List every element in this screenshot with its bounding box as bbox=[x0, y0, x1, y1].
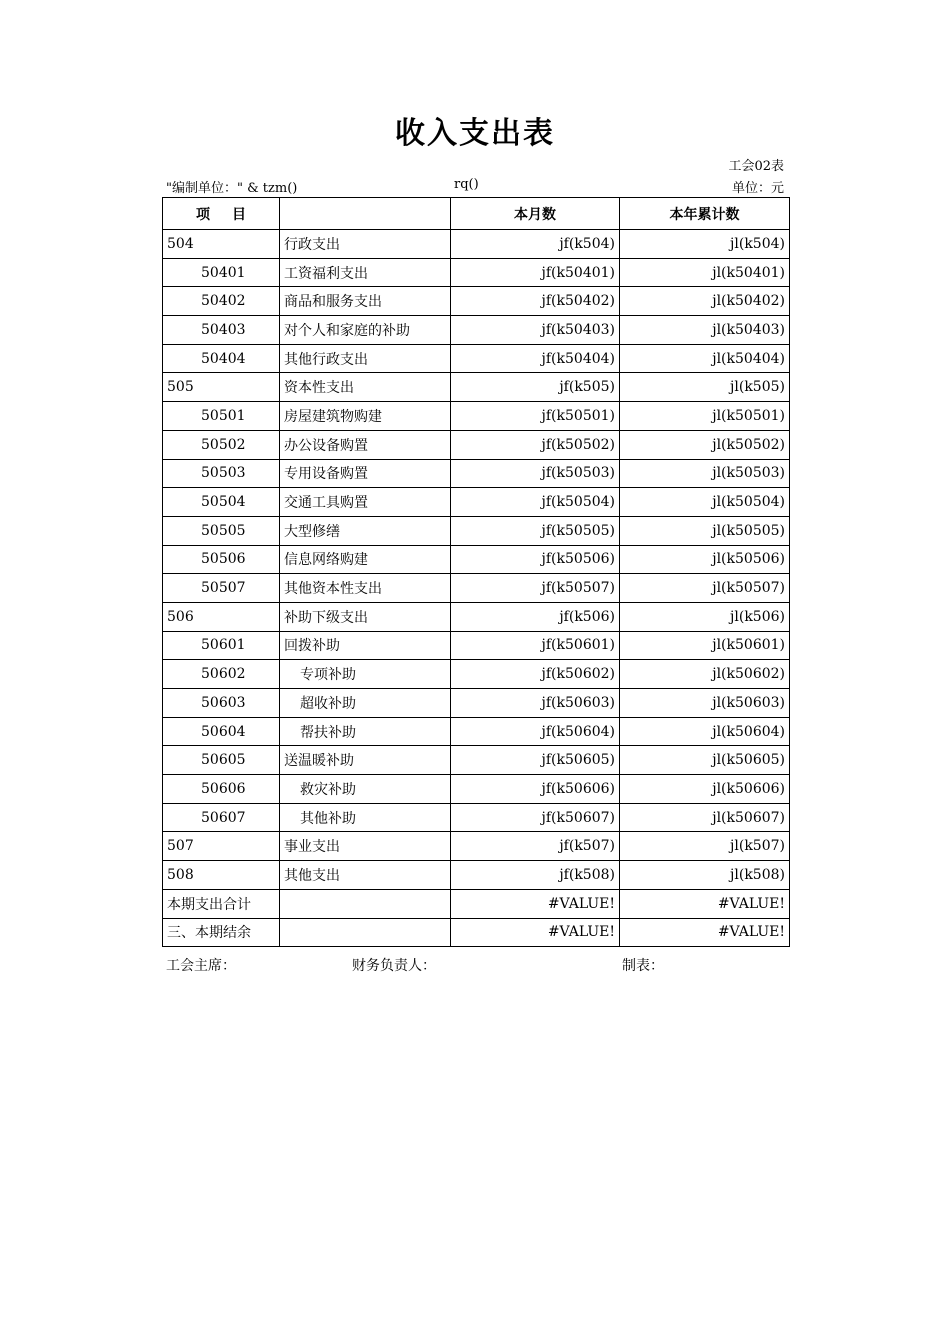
table-row bbox=[163, 689, 790, 718]
table-row bbox=[163, 488, 790, 517]
table-row bbox=[163, 287, 790, 316]
table-row bbox=[163, 258, 790, 287]
row-ytd-value: jl(k50505) bbox=[620, 516, 790, 545]
row-ytd-value: jl(k504) bbox=[620, 230, 790, 259]
row-code: 50401 bbox=[163, 258, 280, 287]
row-name: 回拨补助 bbox=[280, 631, 451, 660]
row-code: 50603 bbox=[163, 689, 280, 718]
row-name: 资本性支出 bbox=[280, 373, 451, 402]
row-ytd-value: #VALUE! bbox=[620, 918, 790, 947]
row-month-value: jf(k50403) bbox=[451, 316, 620, 345]
table-row bbox=[163, 918, 790, 947]
row-month-value: jf(k50404) bbox=[451, 344, 620, 373]
row-name: 其他补助 bbox=[280, 803, 451, 832]
row-code: 50402 bbox=[163, 287, 280, 316]
row-name: 超收补助 bbox=[280, 689, 451, 718]
header-name bbox=[280, 198, 451, 230]
row-code: 50404 bbox=[163, 344, 280, 373]
row-ytd-value: jl(k50506) bbox=[620, 545, 790, 574]
row-ytd-value: jl(k50602) bbox=[620, 660, 790, 689]
row-month-value: jf(k50507) bbox=[451, 574, 620, 603]
row-ytd-value: jl(k50404) bbox=[620, 344, 790, 373]
table-row bbox=[163, 516, 790, 545]
table-row bbox=[163, 775, 790, 804]
table-row bbox=[163, 717, 790, 746]
compiling-unit-label: "编制单位：" & tzm() bbox=[166, 181, 298, 196]
row-ytd-value: jl(k506) bbox=[620, 602, 790, 631]
row-name: 专项补助 bbox=[280, 660, 451, 689]
footer-finance: 财务负责人： bbox=[352, 958, 436, 974]
row-name: 工资福利支出 bbox=[280, 258, 451, 287]
row-ytd-value: jl(k50402) bbox=[620, 287, 790, 316]
row-code: 50607 bbox=[163, 803, 280, 832]
table-row bbox=[163, 803, 790, 832]
row-name: 救灾补助 bbox=[280, 775, 451, 804]
row-month-value: jf(k50607) bbox=[451, 803, 620, 832]
row-ytd-value: jl(k50607) bbox=[620, 803, 790, 832]
row-month-value: jf(k50604) bbox=[451, 717, 620, 746]
row-ytd-value: #VALUE! bbox=[620, 889, 790, 918]
table-row bbox=[163, 344, 790, 373]
table-row bbox=[163, 574, 790, 603]
row-name: 送温暖补助 bbox=[280, 746, 451, 775]
header-month: 本月数 bbox=[451, 198, 620, 230]
row-code: 50505 bbox=[163, 516, 280, 545]
row-name: 办公设备购置 bbox=[280, 430, 451, 459]
header-ytd: 本年累计数 bbox=[620, 198, 790, 230]
report-date: rq() bbox=[454, 177, 479, 192]
row-month-value: jf(k50402) bbox=[451, 287, 620, 316]
row-name: 信息网络购建 bbox=[280, 545, 451, 574]
table-row bbox=[163, 861, 790, 890]
row-month-value: jf(k50605) bbox=[451, 746, 620, 775]
row-code: 50605 bbox=[163, 746, 280, 775]
footer-prepared-by: 制表： bbox=[622, 958, 664, 974]
table-row bbox=[163, 889, 790, 918]
row-month-value: #VALUE! bbox=[451, 918, 620, 947]
row-name: 房屋建筑物购建 bbox=[280, 402, 451, 431]
row-code: 508 bbox=[163, 861, 280, 890]
row-name: 帮扶补助 bbox=[280, 717, 451, 746]
table-row bbox=[163, 602, 790, 631]
row-code: 本期支出合计 bbox=[163, 889, 280, 918]
row-ytd-value: jl(k50601) bbox=[620, 631, 790, 660]
row-month-value: jf(k50505) bbox=[451, 516, 620, 545]
table-row bbox=[163, 402, 790, 431]
row-code: 50504 bbox=[163, 488, 280, 517]
row-name bbox=[280, 889, 451, 918]
row-month-value: jf(k507) bbox=[451, 832, 620, 861]
row-month-value: jf(k50502) bbox=[451, 430, 620, 459]
income-expense-table bbox=[162, 197, 790, 947]
row-ytd-value: jl(k507) bbox=[620, 832, 790, 861]
table-row bbox=[163, 660, 790, 689]
row-ytd-value: jl(k50604) bbox=[620, 717, 790, 746]
row-name: 行政支出 bbox=[280, 230, 451, 259]
row-code: 50403 bbox=[163, 316, 280, 345]
row-code: 506 bbox=[163, 602, 280, 631]
row-name: 事业支出 bbox=[280, 832, 451, 861]
row-code: 50502 bbox=[163, 430, 280, 459]
row-name: 其他行政支出 bbox=[280, 344, 451, 373]
footer-chair: 工会主席： bbox=[166, 958, 236, 974]
row-ytd-value: jl(k50605) bbox=[620, 746, 790, 775]
table-row bbox=[163, 631, 790, 660]
row-name: 补助下级支出 bbox=[280, 602, 451, 631]
row-ytd-value: jl(k50501) bbox=[620, 402, 790, 431]
table-row bbox=[163, 545, 790, 574]
row-ytd-value: jl(k50606) bbox=[620, 775, 790, 804]
row-month-value: jf(k505) bbox=[451, 373, 620, 402]
row-name: 其他资本性支出 bbox=[280, 574, 451, 603]
row-ytd-value: jl(k505) bbox=[620, 373, 790, 402]
row-month-value: jf(k50506) bbox=[451, 545, 620, 574]
header-item: 项目 bbox=[163, 198, 280, 230]
row-month-value: jf(k50606) bbox=[451, 775, 620, 804]
row-ytd-value: jl(k508) bbox=[620, 861, 790, 890]
row-code: 50503 bbox=[163, 459, 280, 488]
table-row bbox=[163, 459, 790, 488]
row-name: 大型修缮 bbox=[280, 516, 451, 545]
currency-unit: 单位：元 bbox=[731, 181, 784, 196]
table-row bbox=[163, 373, 790, 402]
row-ytd-value: jl(k50507) bbox=[620, 574, 790, 603]
row-name: 对个人和家庭的补助 bbox=[280, 316, 451, 345]
row-code: 507 bbox=[163, 832, 280, 861]
row-name: 商品和服务支出 bbox=[280, 287, 451, 316]
row-name bbox=[280, 918, 451, 947]
row-month-value: jf(k504) bbox=[451, 230, 620, 259]
form-code: 工会02表 bbox=[728, 159, 784, 174]
row-name: 其他支出 bbox=[280, 861, 451, 890]
table-row bbox=[163, 430, 790, 459]
row-month-value: jf(k50503) bbox=[451, 459, 620, 488]
row-ytd-value: jl(k50504) bbox=[620, 488, 790, 517]
row-ytd-value: jl(k50403) bbox=[620, 316, 790, 345]
row-ytd-value: jl(k50401) bbox=[620, 258, 790, 287]
row-code: 50604 bbox=[163, 717, 280, 746]
row-code: 50602 bbox=[163, 660, 280, 689]
report-title: 收入支出表 bbox=[395, 116, 555, 151]
row-month-value: jf(k50401) bbox=[451, 258, 620, 287]
row-month-value: jf(k50501) bbox=[451, 402, 620, 431]
row-code: 50501 bbox=[163, 402, 280, 431]
row-month-value: jf(k506) bbox=[451, 602, 620, 631]
row-month-value: #VALUE! bbox=[451, 889, 620, 918]
row-name: 专用设备购置 bbox=[280, 459, 451, 488]
table-row bbox=[163, 316, 790, 345]
row-ytd-value: jl(k50502) bbox=[620, 430, 790, 459]
row-month-value: jf(k50601) bbox=[451, 631, 620, 660]
row-month-value: jf(k50603) bbox=[451, 689, 620, 718]
table-header-row bbox=[163, 198, 790, 230]
row-month-value: jf(k508) bbox=[451, 861, 620, 890]
row-ytd-value: jl(k50603) bbox=[620, 689, 790, 718]
row-code: 50601 bbox=[163, 631, 280, 660]
row-month-value: jf(k50504) bbox=[451, 488, 620, 517]
table-row bbox=[163, 746, 790, 775]
row-code: 505 bbox=[163, 373, 280, 402]
row-code: 50506 bbox=[163, 545, 280, 574]
row-code: 50507 bbox=[163, 574, 280, 603]
table-row bbox=[163, 230, 790, 259]
row-ytd-value: jl(k50503) bbox=[620, 459, 790, 488]
row-code: 三、本期结余 bbox=[163, 918, 280, 947]
row-code: 50606 bbox=[163, 775, 280, 804]
row-name: 交通工具购置 bbox=[280, 488, 451, 517]
row-month-value: jf(k50602) bbox=[451, 660, 620, 689]
row-code: 504 bbox=[163, 230, 280, 259]
table-row bbox=[163, 832, 790, 861]
